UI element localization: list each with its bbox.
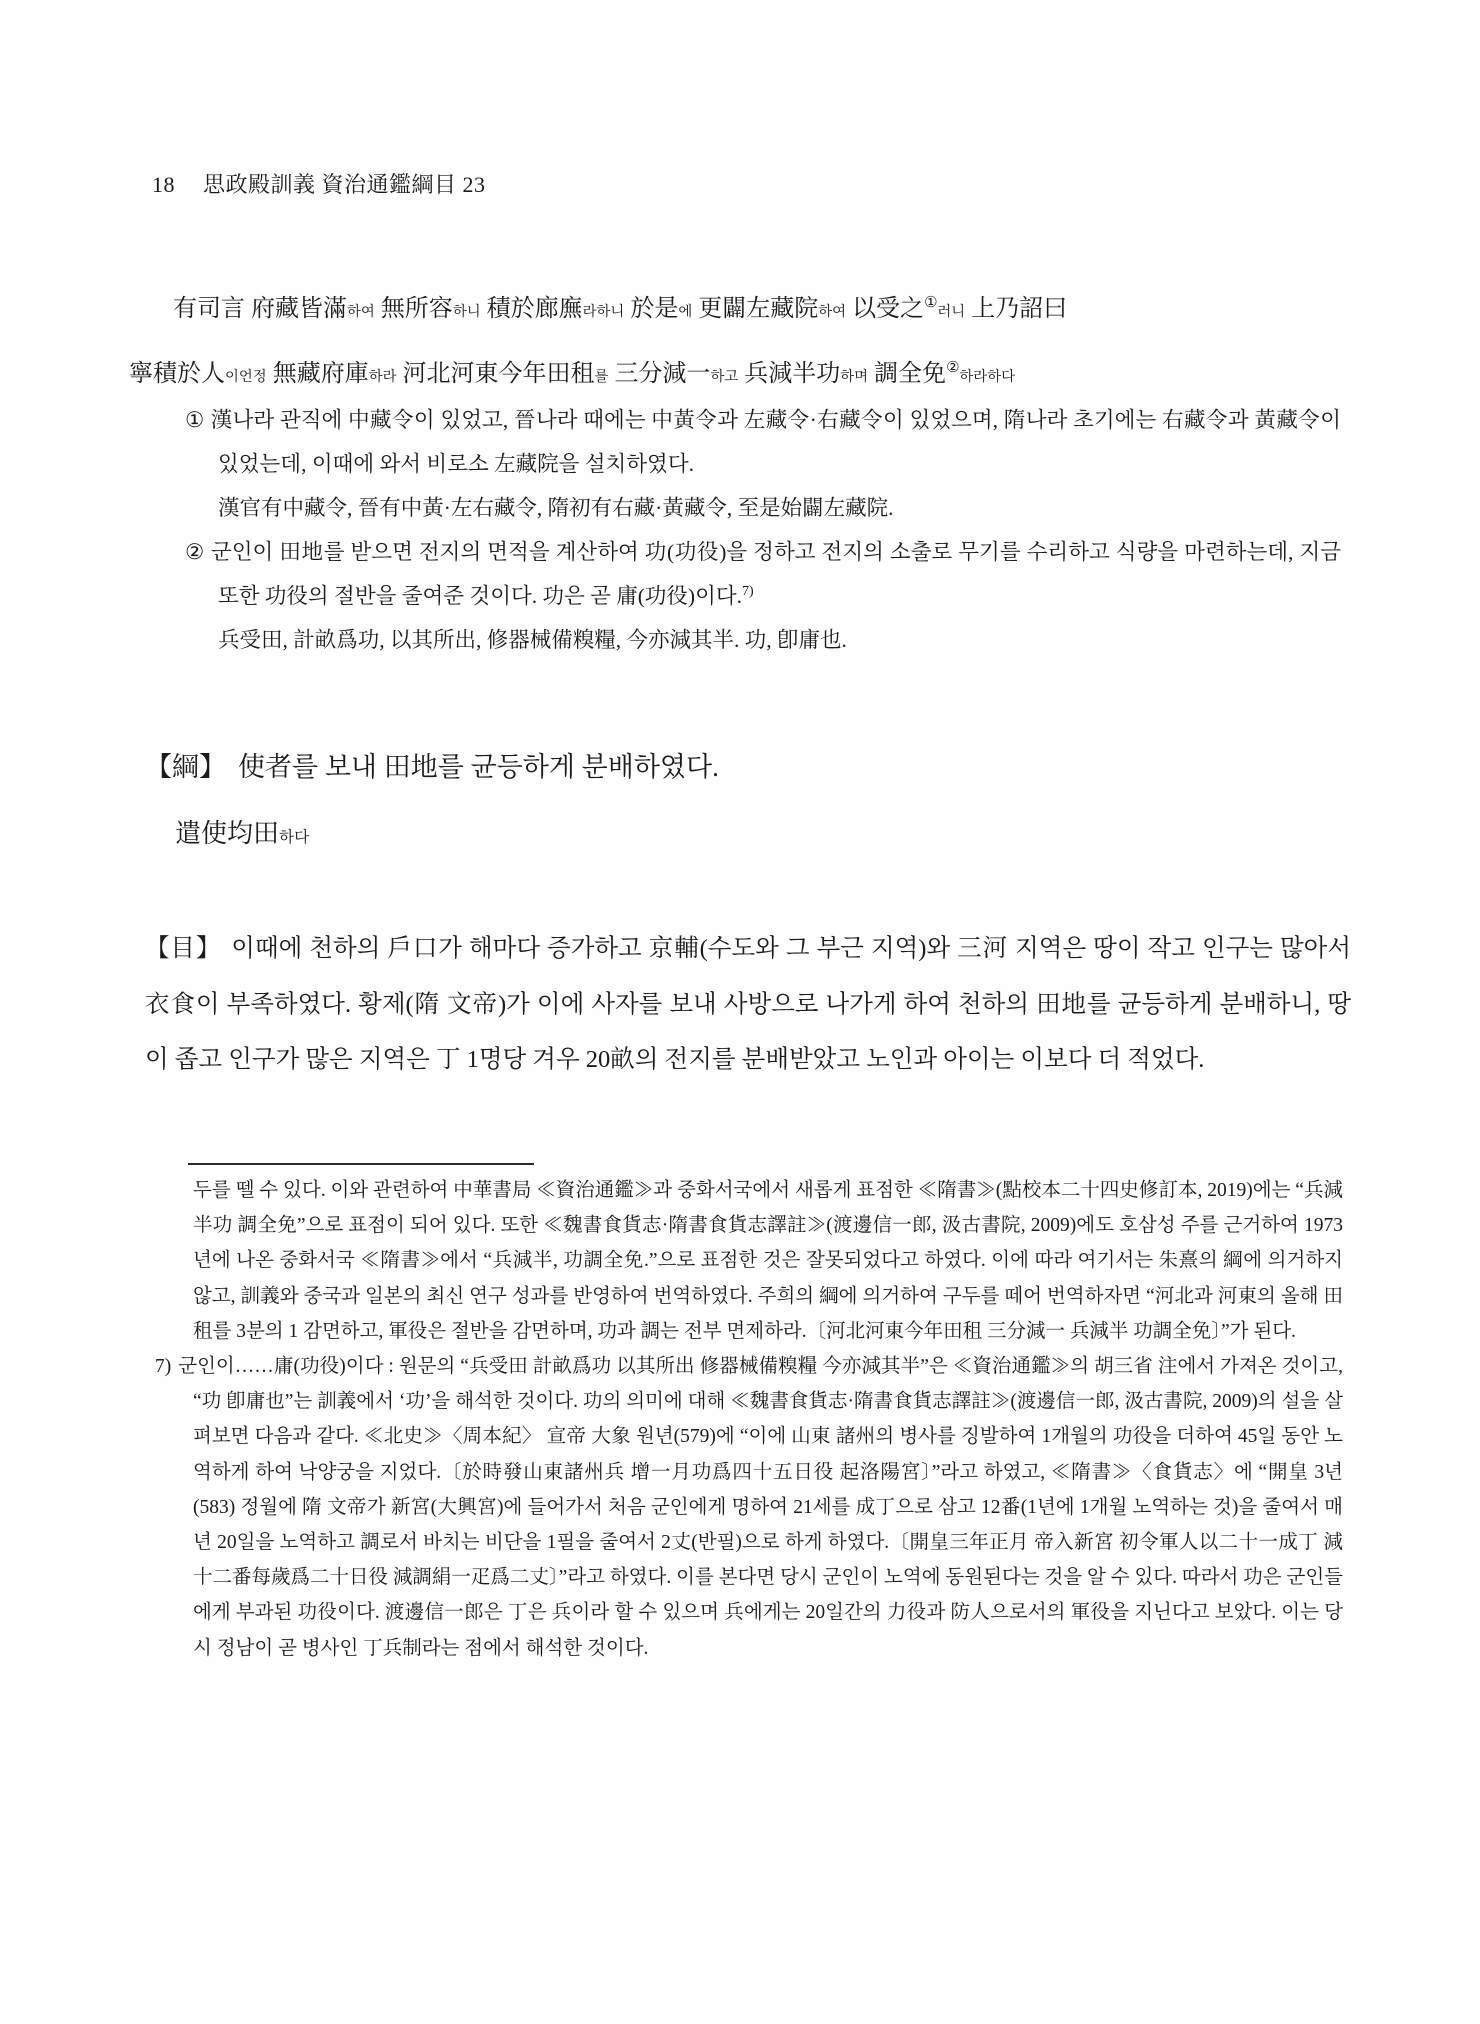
annotation-item-2 (185, 530, 1341, 618)
annotation-hanmun-1: 漢官有中藏令, 晉有中黃·左右藏令, 隋初有右藏·黃藏令, 至是始闢左藏院. (218, 496, 894, 520)
book-title: 思政殿訓義 資治通鑑綱目 23 (203, 172, 486, 197)
annotation-marker: ① (185, 408, 205, 432)
annotation-item-1 (185, 398, 1341, 486)
mok-translation: 이때에 천하의 戶口가 해마다 증가하고 京輔(수도와 그 부근 지역)와 三河 지역은 땅이 작고 인구는 많아서 衣食이 부족하였다. 황제(隋 文帝)가 이에 사자를 보내 사방으로 나가게 하여 천하의 田地를 균등하게 분배하니, 땅이 좁고 인구가 많은 지역은 丁 1명당 겨우 20畝의 전지를 분배받았고 노인과 아이는 이보다 더 적었다. (145, 935, 1351, 1073)
footnote-section (155, 1173, 1343, 1666)
kang-translation: 使者를 보내 田地를 균등하게 분배하였다. (238, 752, 719, 782)
kang-label: 【綱】 (145, 752, 226, 782)
footnote-separator (188, 1163, 534, 1165)
footnote-ref-7: 7) (742, 583, 754, 599)
annotation-list (145, 398, 1341, 662)
annotation-text: 군인이 田地를 받으면 전지의 면적을 계산하여 功(功役)을 정하고 전지의 소출로 무기를 수리하고 식량을 마련하는데, 지금 또한 功役의 절반을 줄여준 것이다. 功은 곧 庸(功役)이다. (210, 540, 1341, 608)
footnote-text: 군인이……庸(功役)이다 : 원문의 “兵受田 計畝爲功 以其所出 修器械備糗糧 今亦減其半”은 ≪資治通鑑≫의 胡三省 注에서 가져온 것이고, “功 卽庸也”는 訓義에서 ‘功’을 해석한 것이다. 功의 의미에 대해 ≪魏書食貨志·隋書食貨志譯註≫(渡邊信一郎, 汲古書院, 2009)의 설을 살펴보면 다음과 같다. ≪北史≫〈周本紀〉 宣帝 大象 원년(579)에 “이에 山東 諸州의 병사를 징발하여 1개월의 功役을 더하여 45일 동안 노역하게 하여 낙양궁을 지었다.〔於時發山東諸州兵 增一月功爲四十五日役 起洛陽宮〕”라고 하였고, ≪隋書≫〈食貨志〉에 “開皇 3년(583) 정월에 隋 文帝가 新宮(大興宮)에 들어가서 처음 군인에게 명하여 21세를 成丁으로 삼고 12番(1년에 1개월 노역하는 것)을 줄여서 매년 20일을 노역하고 調로서 바치는 비단을 1필을 줄여서 2丈(반필)으로 하게 하였다.〔開皇三年正月 帝入新宮 初令軍人以二十一成丁 減十二番每歲爲二十日役 減調絹一疋爲二丈〕”라고 하였다. 이를 본다면 당시 군인이 노역에 동원된다는 것을 알 수 있다. 따라서 功은 군인들에게 부과된 功役이다. 渡邊信一郎은 丁은 兵이라 할 수 있으며 兵에게는 20일간의 力役과 防人으로서의 軍役을 지닌다고 보았다. 이는 당시 정남이 곧 병사인 丁兵制라는 점에서 해석한 것이다. (178, 1356, 1343, 1659)
annotation-text: 漢나라 관직에 中藏令이 있었고, 晉나라 때에는 中黃令과 左藏令·右藏令이 있었으며, 隋나라 초기에는 右藏令과 黃藏令이 있었는데, 이때에 와서 비로소 左藏院을 설치하였다. (210, 408, 1341, 476)
kang-section (145, 745, 1345, 784)
footnote-marker: 7) (155, 1356, 172, 1378)
page-number: 18 (152, 172, 175, 197)
mok-label: 【目】 (145, 935, 222, 962)
footnote-continuation: 두를 뗄 수 있다. 이와 관련하여 中華書局 ≪資治通鑑≫과 중화서국에서 새롭게 표점한 ≪隋書≫(點校本二十四史修訂本, 2019)에는 “兵減半功 調全免”으로 표점이 되어 있다. 또한 ≪魏書食貨志·隋書食貨志譯註≫(渡邊信一郎, 汲古書院, 2009)에도 호삼성 주를 근거하여 1973년에 나온 중화서국 ≪隋書≫에서 “兵減半, 功調全免.”으로 표점한 것은 잘못되었다고 하였다. 이에 따라 여기서는 朱熹의 綱에 의거하지 않고, 訓義와 중국과 일본의 최신 연구 성과를 반영하여 번역하였다. 주희의 綱에 의거하여 구두를 떼어 번역하자면 “河北과 河東의 올해 田租를 3분의 1 감면하고, 軍役은 절반을 감면하며, 功과 調는 전부 면제하라.〔河北河東今年田租 三分減一 兵減半 功調全免〕”가 된다. (193, 1180, 1343, 1342)
original-line-2: 寧積於人이언정 無藏府庫하라 河北河東今年田租를 三分減一하고 兵減半功하며 調全免②하라하다 (129, 360, 1016, 387)
original-line-1: 有司言 府藏皆滿하여 無所容하니 積於廊廡라하니 於是에 更闢左藏院하여 以受之①러니 上乃詔曰 (173, 295, 1068, 322)
original-text-block (129, 278, 1355, 408)
mok-section (145, 921, 1351, 1088)
footnote-item-7 (155, 1349, 1343, 1666)
kang-original-hanmun: 遣使均田하다 (175, 819, 310, 848)
annotation-hanmun-2: 兵受田, 計畝爲功, 以其所出, 修器械備糗糧, 今亦減其半. 功, 卽庸也. (218, 628, 847, 652)
page-header (152, 168, 486, 199)
annotation-marker: ② (185, 540, 205, 564)
